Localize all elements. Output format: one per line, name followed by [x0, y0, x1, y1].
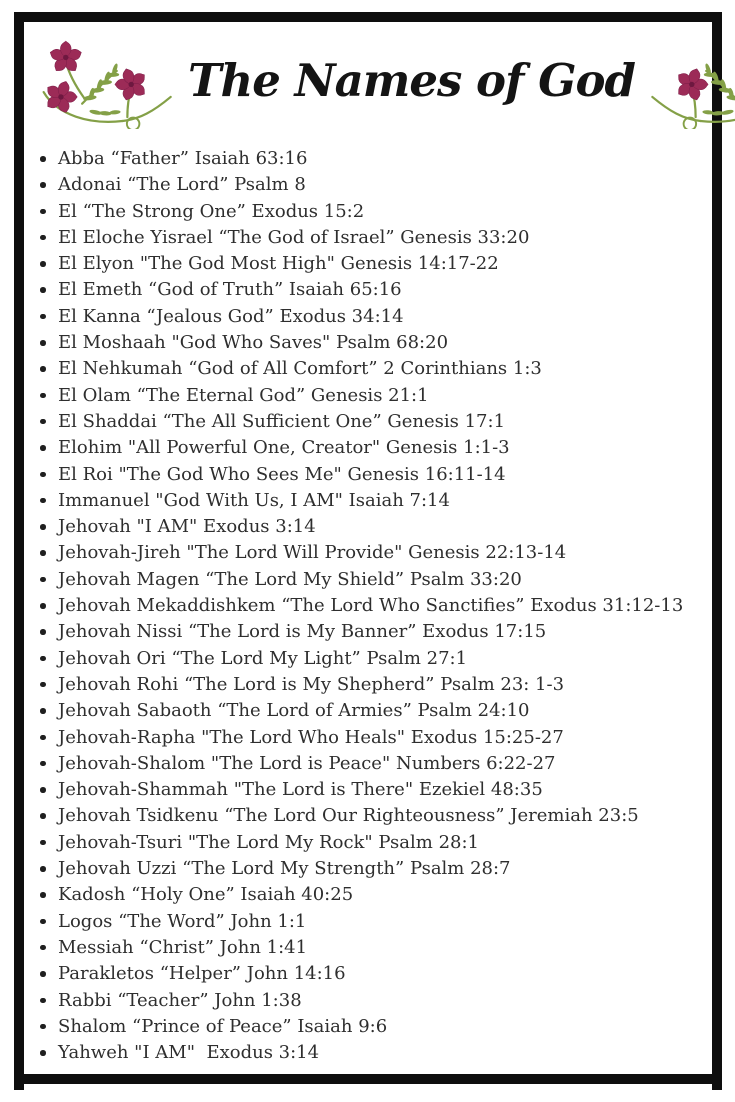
- frame-corner-stub-right: [712, 1081, 722, 1090]
- list-item: Rabbi “Teacher” John 1:38: [38, 988, 711, 1014]
- list-item: El Elyon "The God Most High" Genesis 14:17-22: [38, 251, 711, 277]
- list-item: Shalom “Prince of Peace” Isaiah 9:6: [38, 1014, 711, 1040]
- list-item: Elohim "All Powerful One, Creator" Genesis 1:1-3: [38, 435, 711, 461]
- list-item: Logos “The Word” John 1:1: [38, 909, 711, 935]
- list-item: Jehovah Tsidkenu “The Lord Our Righteousness” Jeremiah 23:5: [38, 803, 711, 829]
- frame-corner-stub-left: [14, 1081, 24, 1090]
- list-item: Jehovah Rohi “The Lord is My Shepherd” Psalm 23: 1-3: [38, 672, 711, 698]
- list-item: Jehovah-Jireh "The Lord Will Provide" Genesis 22:13-14: [38, 540, 711, 566]
- names-list: [38, 146, 711, 1066]
- list-item: Jehovah-Shalom "The Lord is Peace" Numbers 6:22-27: [38, 751, 711, 777]
- page-title: The Names of God: [188, 53, 635, 107]
- list-item: Jehovah-Shammah "The Lord is There" Ezekiel 48:35: [38, 777, 711, 803]
- list-item: Yahweh "I AM" Exodus 3:14: [38, 1040, 711, 1066]
- list-item: El Emeth “God of Truth” Isaiah 65:16: [38, 277, 711, 303]
- list-item: Jehovah Nissi “The Lord is My Banner” Exodus 17:15: [38, 619, 711, 645]
- list-item: Jehovah Magen “The Lord My Shield” Psalm 33:20: [38, 567, 711, 593]
- list-item: Kadosh “Holy One” Isaiah 40:25: [38, 882, 711, 908]
- list-item: El Shaddai “The All Sufficient One” Genesis 17:1: [38, 409, 711, 435]
- list-item: Jehovah-Rapha "The Lord Who Heals" Exodus 15:25-27: [38, 725, 711, 751]
- list-item: Abba “Father” Isaiah 63:16: [38, 146, 711, 172]
- list-item: Messiah “Christ” John 1:41: [38, 935, 711, 961]
- list-item: Jehovah Uzzi “The Lord My Strength” Psalm 28:7: [38, 856, 711, 882]
- list-item: El Moshaah "God Who Saves" Psalm 68:20: [38, 330, 711, 356]
- list-item: El Roi "The God Who Sees Me" Genesis 16:11-14: [38, 462, 711, 488]
- list-item: El “The Strong One” Exodus 15:2: [38, 199, 711, 225]
- list-item: Immanuel "God With Us, I AM" Isaiah 7:14: [38, 488, 711, 514]
- list-item: Jehovah-Tsuri "The Lord My Rock" Psalm 28:1: [38, 830, 711, 856]
- list-item: El Eloche Yisrael “The God of Israel” Genesis 33:20: [38, 225, 711, 251]
- list-item: Jehovah "I AM" Exodus 3:14: [38, 514, 711, 540]
- list-item: El Olam “The Eternal God” Genesis 21:1: [38, 383, 711, 409]
- list-item: El Kanna “Jealous God” Exodus 34:14: [38, 304, 711, 330]
- list-item: Jehovah Ori “The Lord My Light” Psalm 27:1: [38, 646, 711, 672]
- header: [34, 32, 701, 132]
- list-item: Jehovah Mekaddishkem “The Lord Who Sanctifies” Exodus 31:12-13: [38, 593, 711, 619]
- floral-branch-icon-mirrored: [635, 35, 735, 129]
- floral-branch-icon: [34, 35, 188, 129]
- list-item: Adonai “The Lord” Psalm 8: [38, 172, 711, 198]
- list-item: El Nehkumah “God of All Comfort” 2 Corinthians 1:3: [38, 356, 711, 382]
- list-item: Jehovah Sabaoth “The Lord of Armies” Psalm 24:10: [38, 698, 711, 724]
- list-item: Parakletos “Helper” John 14:16: [38, 961, 711, 987]
